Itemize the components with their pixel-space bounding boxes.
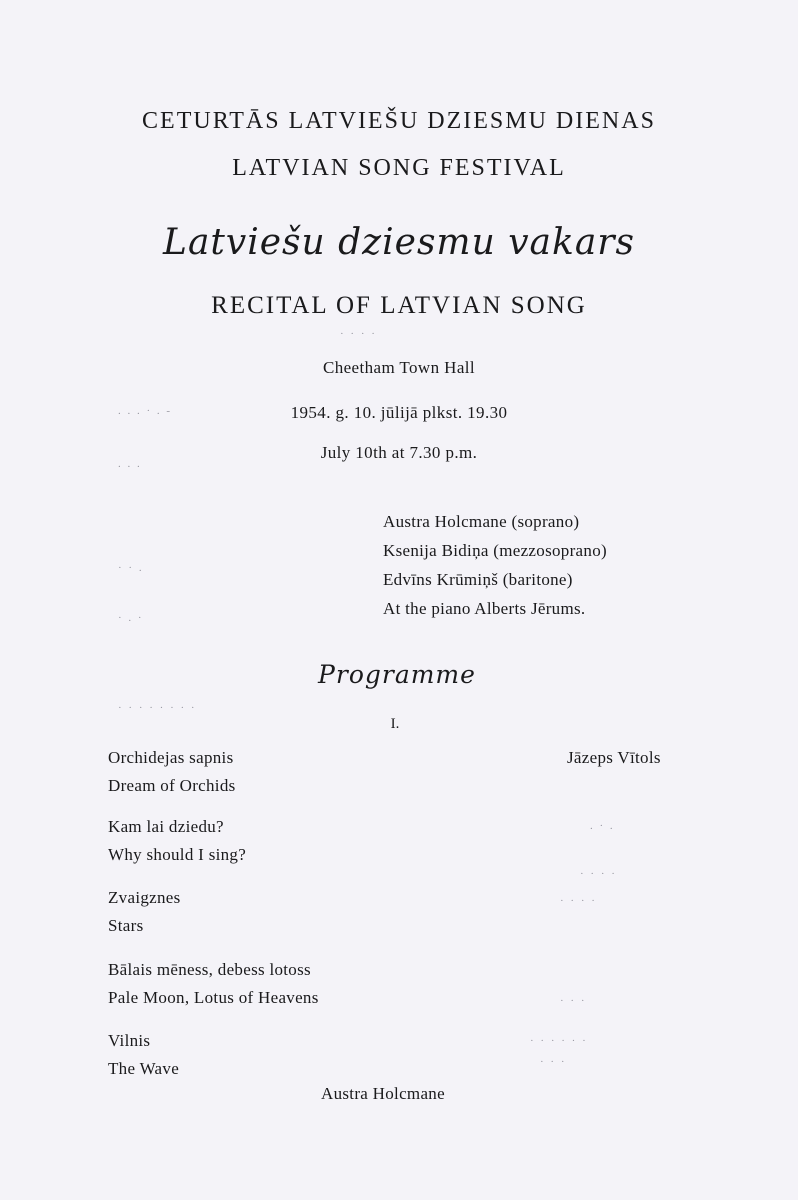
performer-mezzosoprano: Ksenija Bidiņa (mezzosoprano) (383, 541, 607, 560)
song-5-english: The Wave (108, 1059, 180, 1078)
festival-title-english: LATVIAN SONG FESTIVAL (232, 155, 566, 181)
bleed-through-speck: · . · (118, 612, 144, 624)
song-2-english: Why should I sing? (108, 845, 247, 864)
song-1-english: Dream of Orchids (108, 776, 236, 795)
bleed-through-speck: . . . (118, 458, 142, 470)
bleed-through-speck: · · . (118, 562, 144, 574)
date-english: July 10th at 7.30 p.m. (320, 443, 478, 462)
bleed-through-speck: · · · · (580, 868, 617, 880)
festival-title-latvian: CETURTĀS LATVIEŠU DZIESMU DIENAS (142, 108, 656, 134)
recital-title-latvian: Latviešu dziesmu vakars (163, 222, 635, 263)
bleed-through-speck: · · · · · · · · (118, 702, 197, 714)
song-1-latvian: Orchidejas sapnis (108, 748, 234, 767)
song-3-latvian: Zvaigznes (108, 888, 181, 907)
bleed-through-speck: · · · (540, 1056, 567, 1068)
composer-name: Jāzeps Vītols (567, 748, 661, 767)
song-5-latvian: Vilnis (108, 1031, 151, 1050)
performer-piano: At the piano Alberts Jērums. (383, 599, 586, 618)
performer-baritone: Edvīns Krūmiņš (baritone) (383, 570, 573, 589)
bleed-through-speck: . . . · . - (118, 405, 173, 417)
part-performer: Austra Holcmane (321, 1084, 445, 1103)
bleed-through-speck: · · · · (340, 328, 377, 340)
bleed-through-speck: · · · · (560, 895, 597, 907)
song-4-latvian: Bālais mēness, debess lotoss (108, 960, 311, 979)
song-4-english: Pale Moon, Lotus of Heavens (108, 988, 319, 1007)
date-latvian: 1954. g. 10. jūlijā plkst. 19.30 (290, 403, 508, 422)
performer-soprano: Austra Holcmane (soprano) (383, 512, 580, 531)
programme-part-number: I. (390, 716, 400, 732)
song-2-latvian: Kam lai dziedu? (108, 817, 224, 836)
programme-heading: Programme (318, 660, 476, 689)
bleed-through-speck: . · . (590, 820, 615, 832)
song-3-english: Stars (108, 916, 144, 935)
venue: Cheetham Town Hall (322, 358, 476, 377)
recital-title-english: RECITAL OF LATVIAN SONG (211, 292, 587, 319)
bleed-through-speck: · · · · · · (530, 1035, 588, 1047)
bleed-through-speck: · · · (560, 995, 587, 1007)
